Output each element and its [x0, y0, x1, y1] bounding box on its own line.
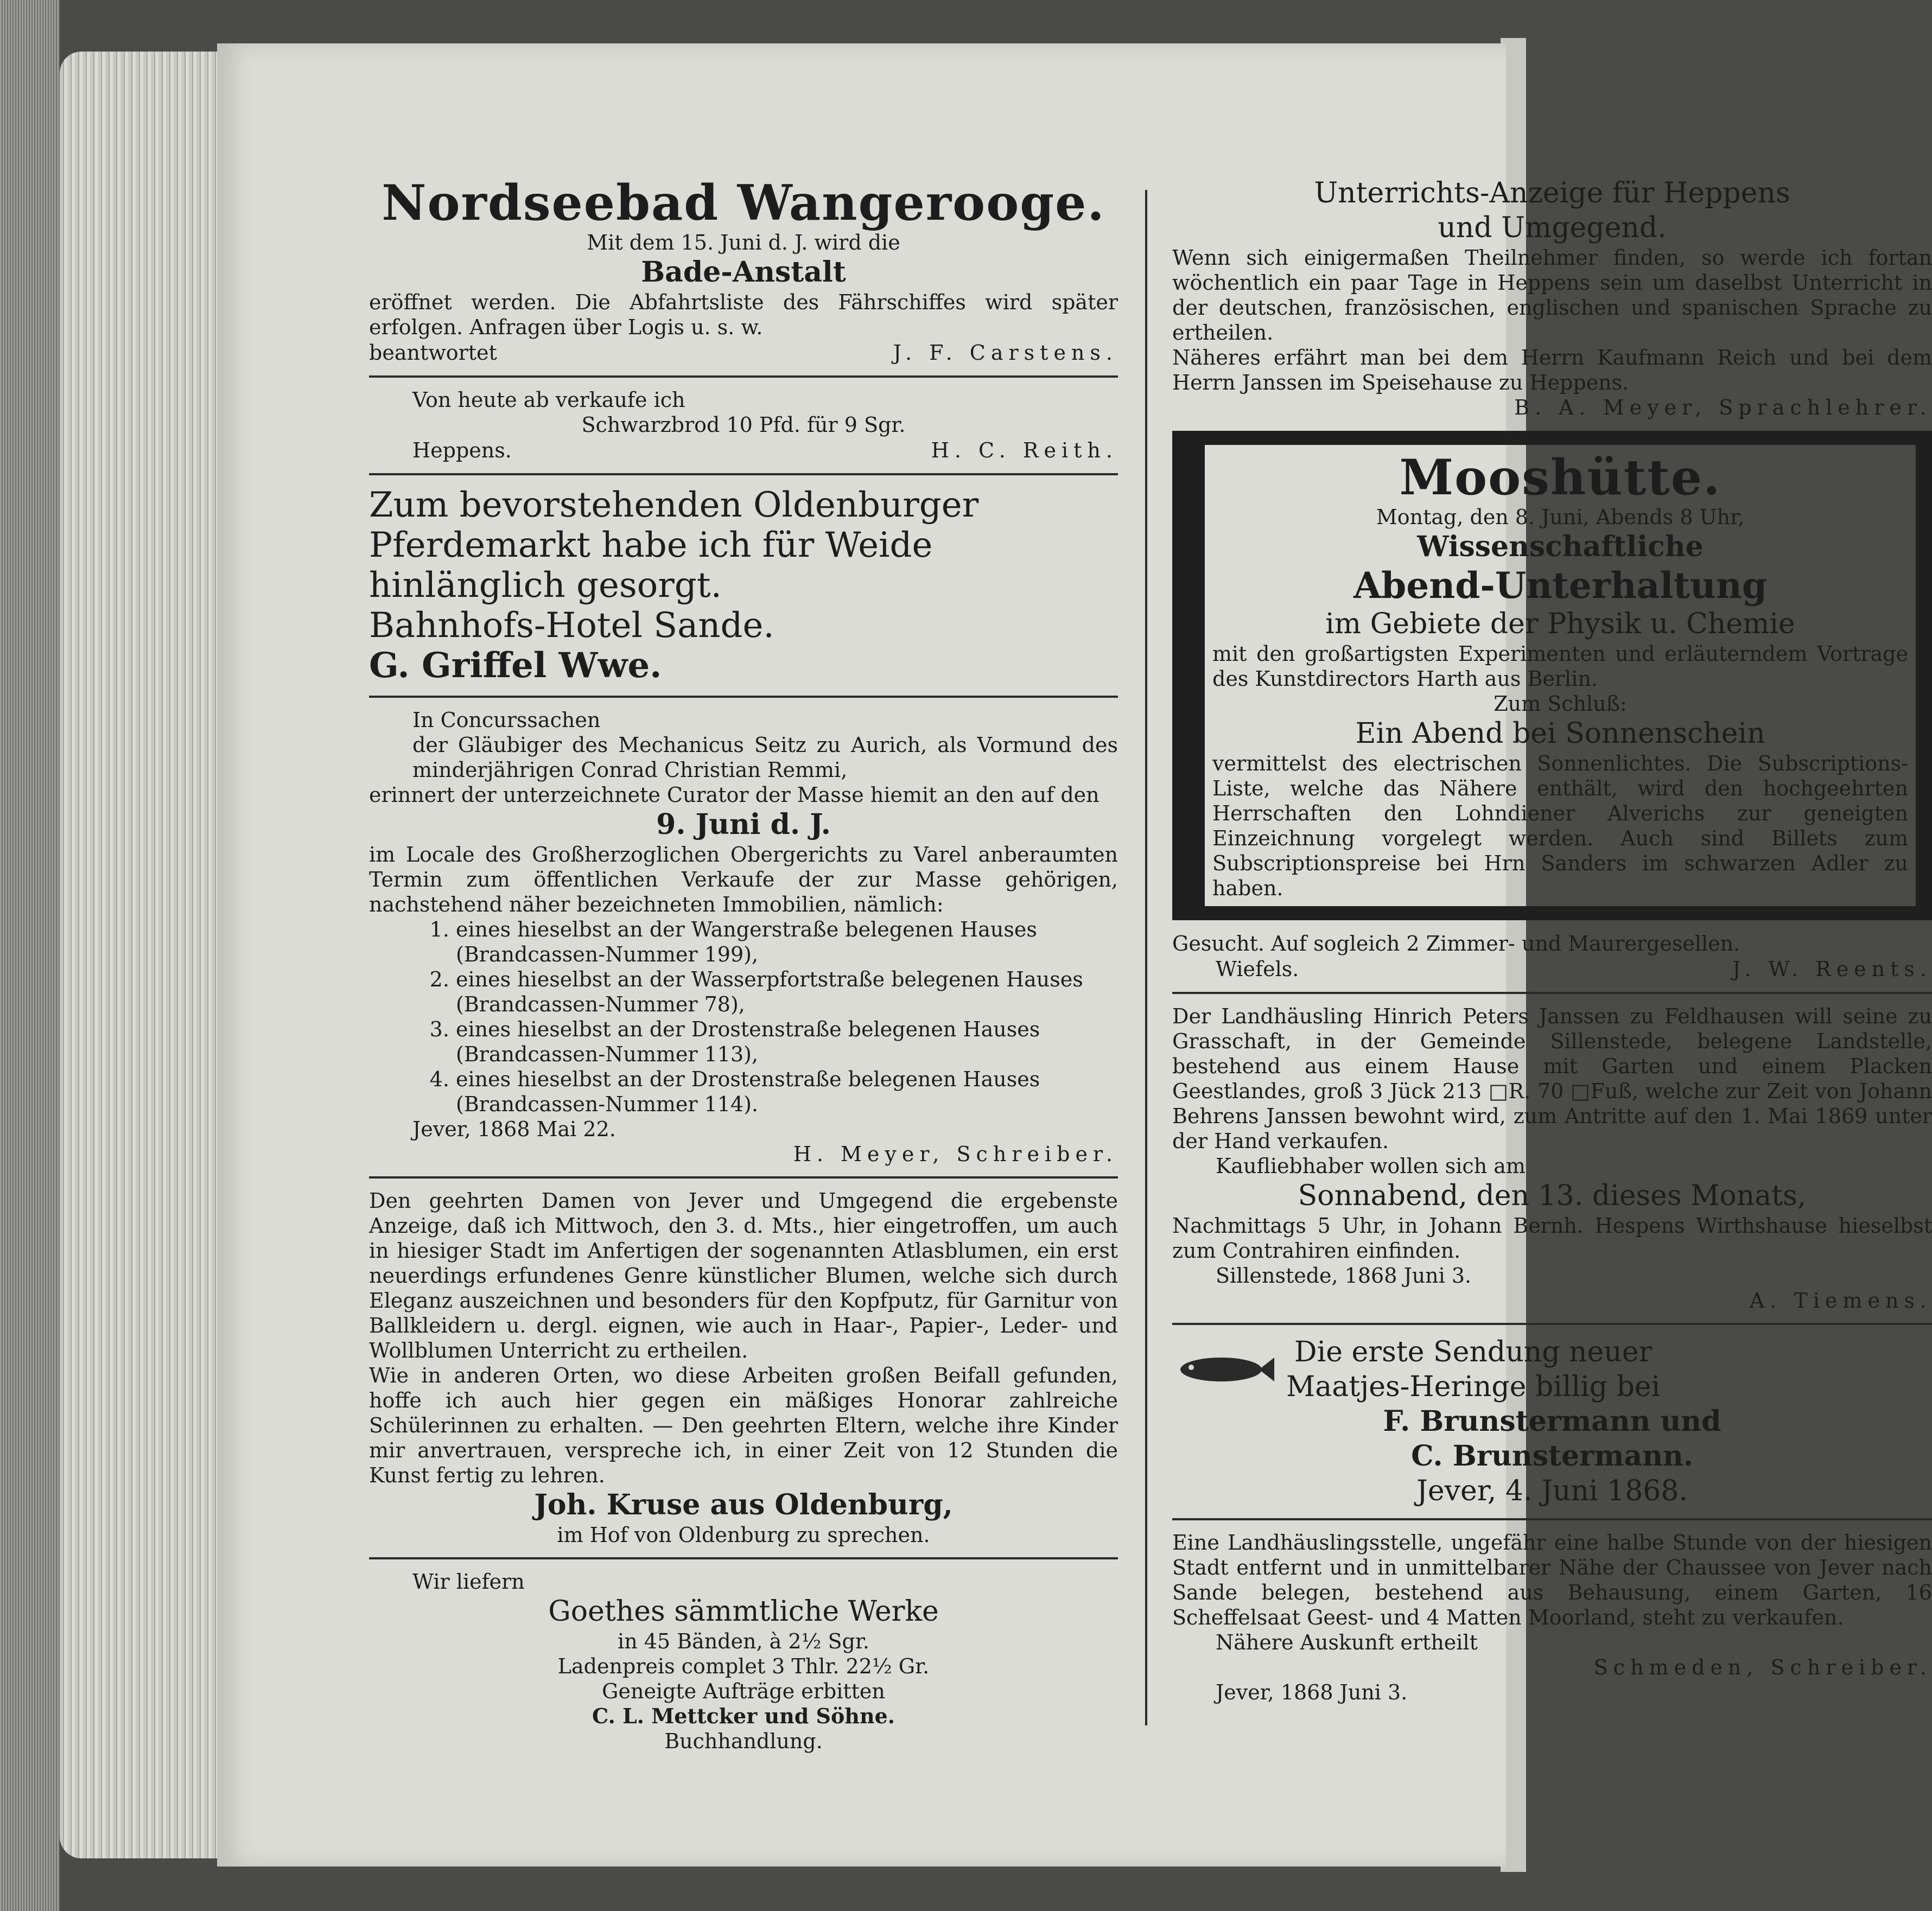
ad-body: Eine Landhäuslingsstelle, ungefähr eine halbe Stunde von der hiesigen Stadt entfernt und in unmittelbarer Nähe der Chaussee von Jever nach Sande belegen, bestehend aus Behausung, einem Garten, 16 Scheffelsaat Geest- und 4 Matten Moorland, steht zu verkaufen.	[1172, 1531, 1932, 1629]
list-item: 2. eines hieselbst an der Wasserpfortstraße belegenen Hauses (Brandcassen-Nummer 78),	[456, 967, 1118, 1017]
ad-signature	[1172, 956, 1932, 982]
ad-subtitle: Bade-Anstalt	[641, 256, 846, 289]
divider	[369, 1176, 1118, 1179]
sig-left: Heppens.	[412, 438, 512, 462]
list-item: 4. eines hieselbst an der Drostenstraße belegenen Hauses (Brandcassen-Nummer 114).	[456, 1067, 1118, 1117]
ad-pferdemarkt	[369, 483, 1118, 688]
property-list	[369, 917, 1118, 1117]
ad-body: Der Landhäusling Hinrich Peters Janssen zu Feldhausen will seine zu Grasschaft, in der Gemeinde Sillenstede, belegene Landstelle, bestehend aus einem Hause mit Garten und einem Placken Geestlandes, groß 3 Jück 213 □R. 70 □Fuß, welche zur Zeit von Johann Behrens Janssen bewohnt wird, zum Antritte auf den 1. Mai 1869 unter der Hand verkaufen.	[1172, 1004, 1932, 1153]
ad-body: eröffnet werden. Die Abfahrtsliste des Fährschiffes wird später erfolgen. Anfragen über Logis u. s. w.	[369, 290, 1118, 339]
ad-line: Bahnhofs-Hotel Sande.	[369, 606, 774, 646]
ad-signature: H. Meyer, Schreiber.	[793, 1142, 1118, 1166]
ad-unterricht	[1172, 174, 1932, 422]
ad-signature: G. Griffel Wwe.	[369, 645, 662, 686]
ad-mooshuette	[1172, 431, 1932, 920]
ad-subtitle: Abend-Unterhaltung	[1353, 564, 1768, 607]
sig-right: J. F. Carstens.	[893, 341, 1118, 365]
ad-line: mit den großartigsten Experimenten und erläuterndem Vortrage des Kunstdirectors Harth aus Berlin.	[1212, 642, 1908, 691]
ad-line: der Gläubiger des Mechanicus Seitz zu Aurich, als Vormund des minderjährigen Conrad Christian Remmi,	[412, 733, 1118, 782]
ad-signature: C. Brunstermann.	[1411, 1439, 1693, 1473]
ad-line: Montag, den 8. Juni, Abends 8 Uhr,	[1376, 505, 1745, 529]
ad-body: Wenn sich einigermaßen Theilnehmer finden, so werde ich fortan wöchentlich ein paar Tage in Heppens sein um daselbst Unterricht in der deutschen, französischen, englischen und spanischen Sprache zu ertheilen.	[1172, 246, 1932, 345]
ad-line: Ladenpreis complet 3 Thlr. 22½ Gr.	[557, 1654, 930, 1678]
divider	[1172, 1518, 1932, 1520]
ad-signature: A. Tiemens.	[1749, 1289, 1932, 1313]
ad-line: Pferdemarkt habe ich für Weide	[369, 525, 933, 565]
ad-blumen	[369, 1186, 1118, 1550]
ad-landstelle	[1172, 1002, 1932, 1315]
ad-heringe	[1172, 1333, 1932, 1511]
ad-line: Von heute ab verkaufe ich	[412, 388, 685, 412]
fish-row	[1172, 1335, 1932, 1404]
ad-line: In Concurssachen	[412, 708, 601, 732]
ad-place: Jever, 1868 Juni 3.	[1216, 1680, 1408, 1704]
ad-signature: F. Brunstermann und	[1383, 1405, 1721, 1438]
ad-place: Jever, 4. Juni 1868.	[1416, 1475, 1688, 1507]
sig-right: H. C. Reith.	[931, 438, 1118, 462]
divider	[369, 375, 1118, 378]
ad-line: im Hof von Oldenburg zu sprechen.	[557, 1523, 930, 1547]
ad-signature	[369, 437, 1118, 463]
ad-schwarzbrod	[369, 385, 1118, 466]
ad-body: Wie in anderen Orten, wo diese Arbeiten großen Beifall gefunden, hoffe ich auch hier gegen ein mäßiges Honorar zahlreiche Schülerinnen zu erhalten. — Den geehrten Eltern, welche ihre Kinder mir anvertrauen, verspreche ich, in einer Zeit von 12 Stunden die Kunst fertig zu lehren.	[369, 1364, 1118, 1487]
ad-signature: C. L. Mettcker und Söhne.	[592, 1704, 895, 1728]
ad-body: Gesucht. Auf sogleich 2 Zimmer- und Maurergesellen.	[1172, 932, 1740, 956]
ad-line: Nachmittags 5 Uhr, in Johann Bernh. Hespens Wirthshause hieselbst zum Contrahiren einfinden.	[1172, 1214, 1932, 1263]
ad-body: im Locale des Großherzoglichen Obergerichts zu Varel anberaumten Termin zum öffentlichen Verkaufe der zur Masse gehörigen, nachstehend näher bezeichneten Immobilien, nämlich:	[369, 843, 1118, 916]
ad-title: Goethes sämmtliche Werke	[548, 1595, 939, 1628]
sig-left: Wiefels.	[1216, 957, 1299, 981]
ad-signature: B. A. Meyer, Sprachlehrer.	[1514, 396, 1932, 419]
ad-goethe	[369, 1567, 1118, 1756]
ad-place: Jever, 1868 Mai 22.	[412, 1117, 616, 1141]
ad-subtitle: im Gebiete der Physik u. Chemie	[1325, 608, 1795, 640]
right-column	[1172, 174, 1932, 1707]
ad-body: vermittelst des electrischen Sonnenlichtes. Die Subscriptions-Liste, welche das Nähere enthält, wird den hochgeehrten Herrschaften den Lohndiener Alverichs zur geneigten Einzeichnung vorgelegt werden. Auch sind Billets zum Subscriptionspreise bei Hrn Sanders im schwarzen Adler zu haben.	[1212, 751, 1908, 900]
divider	[1172, 992, 1932, 994]
ad-title: Nordseebad Wangerooge.	[382, 174, 1105, 232]
ad-line: Zum Schluß:	[1494, 692, 1627, 716]
ad-line: erinnert der unterzeichnete Curator der Masse hiemit an den auf den	[369, 783, 1100, 807]
ad-body: Näheres erfährt man bei dem Herrn Kaufmann Reich und bei dem Herrn Janssen im Speisehause zu Heppens.	[1172, 346, 1932, 394]
ad-line: Kaufliebhaber wollen sich am	[1216, 1154, 1526, 1178]
ad-landhaeuslingsstelle	[1172, 1528, 1932, 1707]
herring-icon	[1172, 1348, 1275, 1391]
ad-date: Sonnabend, den 13. dieses Monats,	[1298, 1180, 1807, 1212]
list-item: 3. eines hieselbst an der Drostenstraße belegenen Hauses (Brandcassen-Nummer 113),	[456, 1017, 1118, 1067]
ad-body: Den geehrten Damen von Jever und Umgegend die ergebenste Anzeige, daß ich Mittwoch, den 3. d. Mts., hier eingetroffen, um auch in hiesiger Stadt im Anfertigen der sogenannten Atlasblumen, ein erst neuerdings erfundenes Genre künstlicher Blumen, welche sich durch Eleganz auszeichnen und besonders für den Kopfputz, für Garnitur von Ballkleidern u. dergl. eignen, wie auch in Haar-, Papier-, Leder- und Wollblumen Unterricht zu ertheilen.	[369, 1189, 1118, 1362]
ad-signature	[369, 340, 1118, 366]
left-column	[369, 174, 1118, 1756]
ad-title: Maatjes-Heringe billig bei	[1286, 1371, 1661, 1403]
ad-line: Buchhandlung.	[664, 1729, 823, 1753]
ad-signature: Joh. Kruse aus Oldenburg,	[534, 1488, 953, 1521]
ad-title: Die erste Sendung neuer	[1294, 1336, 1653, 1368]
ad-concurs	[369, 705, 1118, 1169]
page-stack	[60, 52, 223, 1858]
divider	[369, 696, 1118, 698]
column-divider	[1145, 190, 1147, 1725]
ad-subtitle: Wissenschaftliche	[1417, 530, 1704, 563]
ad-line: Nähere Auskunft ertheilt	[1216, 1630, 1478, 1654]
ad-line: in 45 Bänden, à 2½ Sgr.	[618, 1629, 869, 1653]
ad-title: und Umgegend.	[1438, 212, 1667, 244]
newspaper-page	[217, 43, 1932, 1867]
ad-line: Mit dem 15. Juni d. J. wird die	[587, 231, 900, 254]
ad-place: Sillenstede, 1868 Juni 3.	[1216, 1264, 1472, 1288]
divider	[369, 1557, 1118, 1559]
ad-signature: Schmeden, Schreiber.	[1593, 1655, 1932, 1679]
ad-gesucht	[1172, 929, 1932, 984]
heringe-text	[1286, 1335, 1660, 1404]
ad-date: 9. Juni d. J.	[656, 808, 831, 841]
divider	[369, 473, 1118, 475]
ad-wangerooge	[369, 174, 1118, 368]
ad-line: Schwarzbrod 10 Pfd. für 9 Sgr.	[581, 413, 906, 437]
ad-subtitle: Ein Abend bei Sonnenschein	[1355, 717, 1765, 750]
ad-line: Zum bevorstehenden Oldenburger	[369, 485, 979, 525]
ad-title: Unterrichts-Anzeige für Heppens	[1314, 177, 1790, 209]
list-item: 1. eines hieselbst an der Wangerstraße belegenen Hauses (Brandcassen-Nummer 199),	[456, 917, 1118, 967]
divider	[1172, 1323, 1932, 1325]
sig-right: J. W. Reents.	[1732, 957, 1932, 981]
ad-line: Wir liefern	[412, 1570, 525, 1594]
ad-title: Mooshütte.	[1399, 449, 1721, 506]
sig-left: beantwortet	[369, 341, 497, 365]
ad-line: hinlänglich gesorgt.	[369, 565, 722, 606]
book-edge	[0, 0, 60, 1911]
ad-line: Geneigte Aufträge erbitten	[602, 1679, 885, 1703]
